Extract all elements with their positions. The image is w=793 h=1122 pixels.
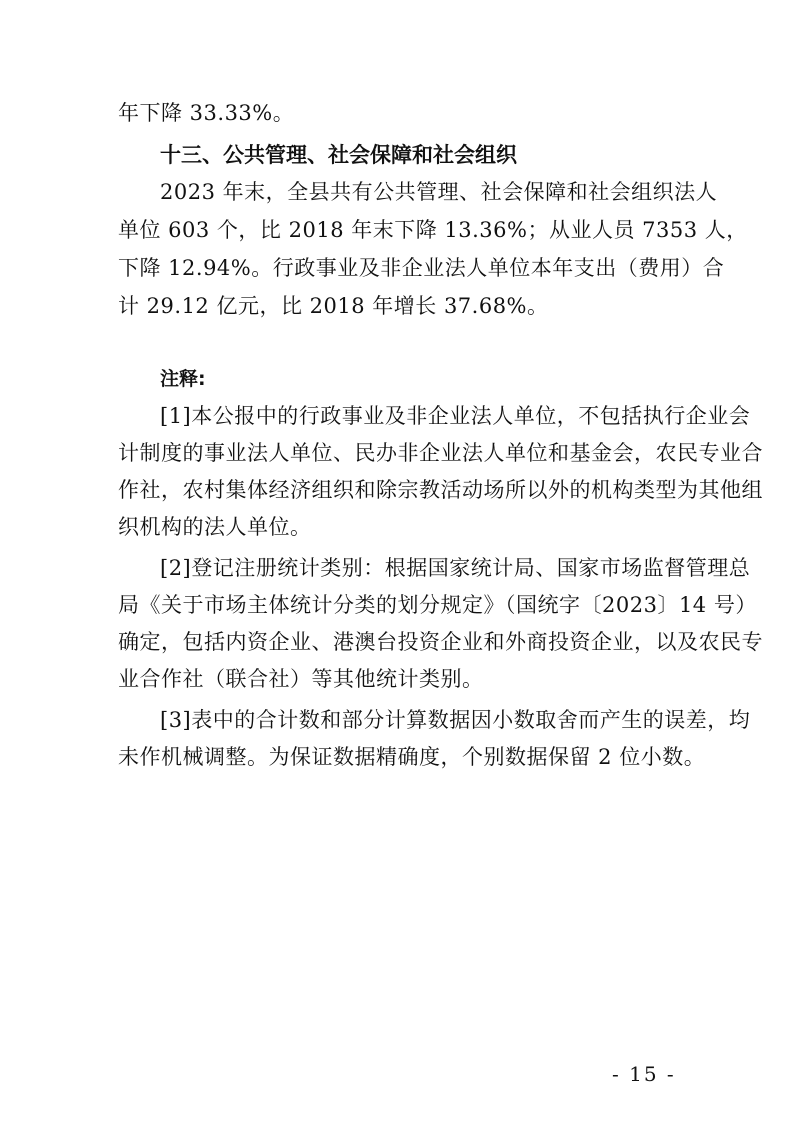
note-1-line: [1]本公报中的行政事业及非企业法人单位，不包括执行企业会 — [160, 404, 751, 428]
notes-title: 注释: — [160, 368, 206, 390]
note-1-line: 计制度的事业法人单位、民办非企业法人单位和基金会，农民专业合 — [118, 441, 763, 465]
note-2-line: 局《关于市场主体统计分类的划分规定》（国统字〔2023〕14 号） — [118, 593, 757, 617]
note-2-line: 业合作社（联合社）等其他统计类别。 — [118, 667, 484, 691]
paragraph-line: 计 29.12 亿元，比 2018 年增长 37.68%。 — [118, 294, 549, 318]
section-heading: 十三、公共管理、社会保障和社会组织 — [160, 143, 517, 167]
note-3-line: 未作机械调整。为保证数据精确度，个别数据保留 2 位小数。 — [118, 745, 706, 769]
paragraph-line: 2023 年末，全县共有公共管理、社会保障和社会组织法人 — [160, 180, 718, 204]
paragraph-line: 下降 12.94%。行政事业及非企业法人单位本年支出（费用）合 — [118, 256, 725, 280]
note-2-line: 确定，包括内资企业、港澳台投资企业和外商投资企业，以及农民专 — [118, 630, 763, 654]
note-3-line: [3]表中的合计数和部分计算数据因小数取舍而产生的误差，均 — [160, 708, 751, 732]
paragraph-line: 单位 603 个，比 2018 年末下降 13.36%；从业人员 7353 人， — [118, 218, 748, 242]
continuation-text: 年下降 33.33%。 — [118, 101, 295, 125]
note-1-line: 作社，农村集体经济组织和除宗教活动场所以外的机构类型为其他组 — [118, 478, 763, 502]
note-2-line: [2]登记注册统计类别：根据国家统计局、国家市场监督管理总 — [160, 556, 751, 580]
page-number: - 15 - — [612, 1062, 676, 1086]
note-1-line: 织机构的法人单位。 — [118, 515, 312, 539]
